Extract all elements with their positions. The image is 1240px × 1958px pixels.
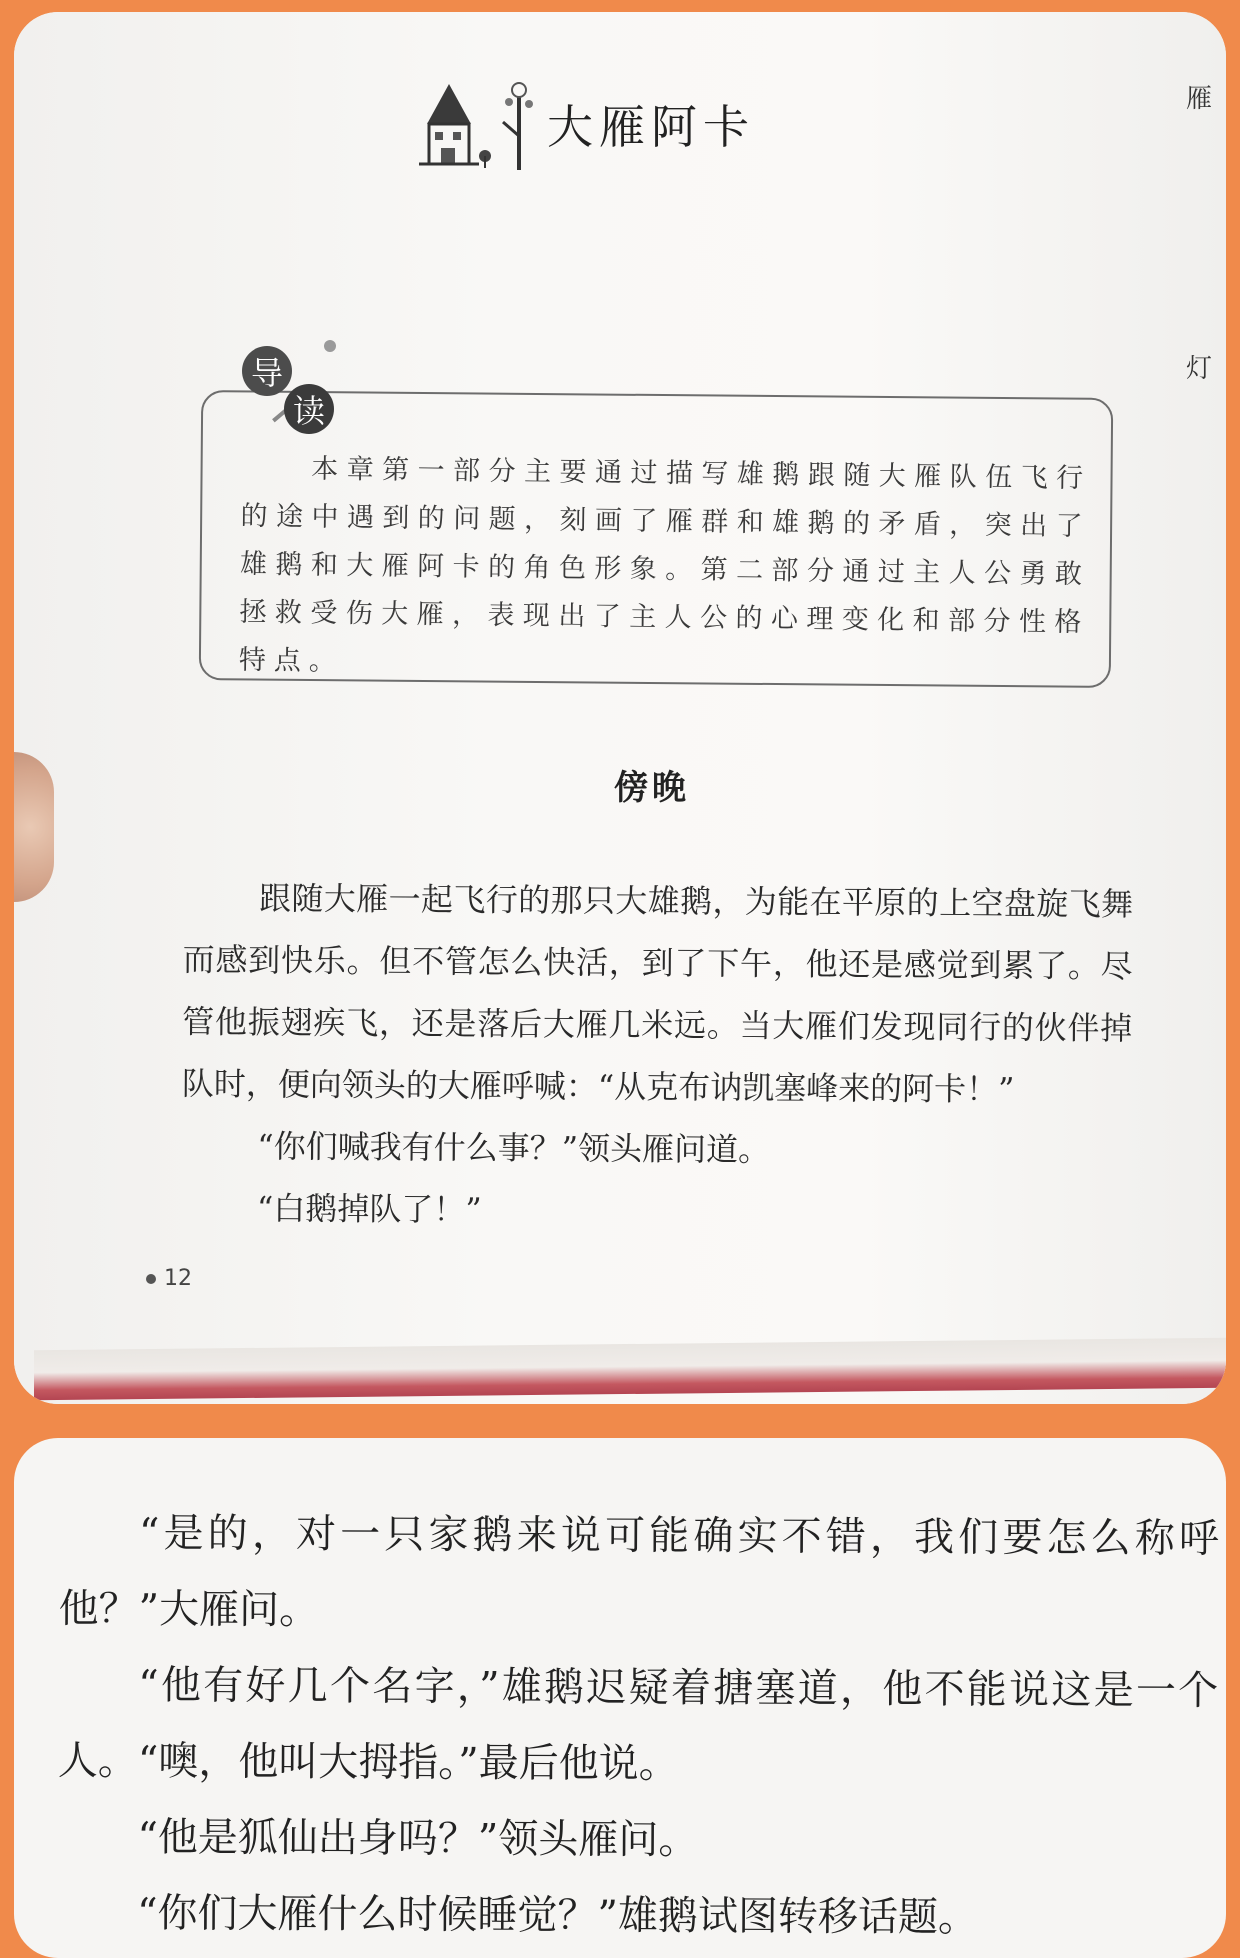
page-number-dot	[146, 1274, 156, 1284]
intro-text: 本章第一部分主要通过描写雄鹅跟随大雁队伍飞行的途中遇到的问题，刻画了雁群和雄鹅的矛盾，突出了雄鹅和大雁阿卡的角色形象。第二部分通过主人公勇敢拯救受伤大雁，表现出了主人公的心理变化和部分性格特点。	[238, 453, 1092, 678]
page-number	[146, 1266, 192, 1291]
paragraph: “你们大雁什么时候睡觉？”雄鹅试图转移话题。	[136, 1890, 979, 1941]
bottom-body-text	[57, 1495, 1219, 1957]
section-title: 傍晚	[614, 768, 690, 808]
intro-badge	[228, 340, 338, 450]
badge-dot	[324, 340, 336, 352]
side-char-1: 雁	[1185, 84, 1212, 114]
badge-char-1: 导	[242, 346, 292, 396]
chapter-title: 大雁阿卡	[547, 100, 755, 154]
chapter-header	[419, 74, 755, 174]
body-text	[181, 867, 1134, 1246]
badge-char-2: 读	[284, 384, 334, 434]
paragraph: “他是狐仙出身吗？”领头雁问。	[137, 1814, 699, 1864]
side-char-2: 灯	[1185, 354, 1212, 384]
paragraph: 跟随大雁一起飞行的那只大雄鹅，为能在平原的上空盘旋飞舞而感到快乐。但不管怎么快活，到了下午，他还是感觉到累了。尽管他振翅疾飞，还是落后大雁几米远。当大雁们发现同行的伙伴掉队时，便向领头的大雁呼喊：“从克布讷凯塞峰来的阿卡！”	[181, 879, 1134, 1109]
top-page-card	[14, 12, 1226, 1404]
page-number-text: 12	[164, 1266, 192, 1291]
paragraph: “他有好几个名字，”雄鹅迟疑着搪塞道，他不能说这是一个人。“噢，他叫大拇指。”最后他说。	[57, 1662, 1219, 1788]
paragraph: “你们喊我有什么事？”领头雁问道。	[257, 1127, 771, 1169]
house-tree-icon	[419, 76, 539, 172]
paragraph: “白鹅掉队了！”	[256, 1189, 482, 1229]
bottom-page-card	[14, 1438, 1226, 1958]
paragraph: “是的，对一只家鹅来说可能确实不错，我们要怎么称呼他？”大雁问。	[58, 1510, 1220, 1634]
thumb	[14, 752, 54, 902]
